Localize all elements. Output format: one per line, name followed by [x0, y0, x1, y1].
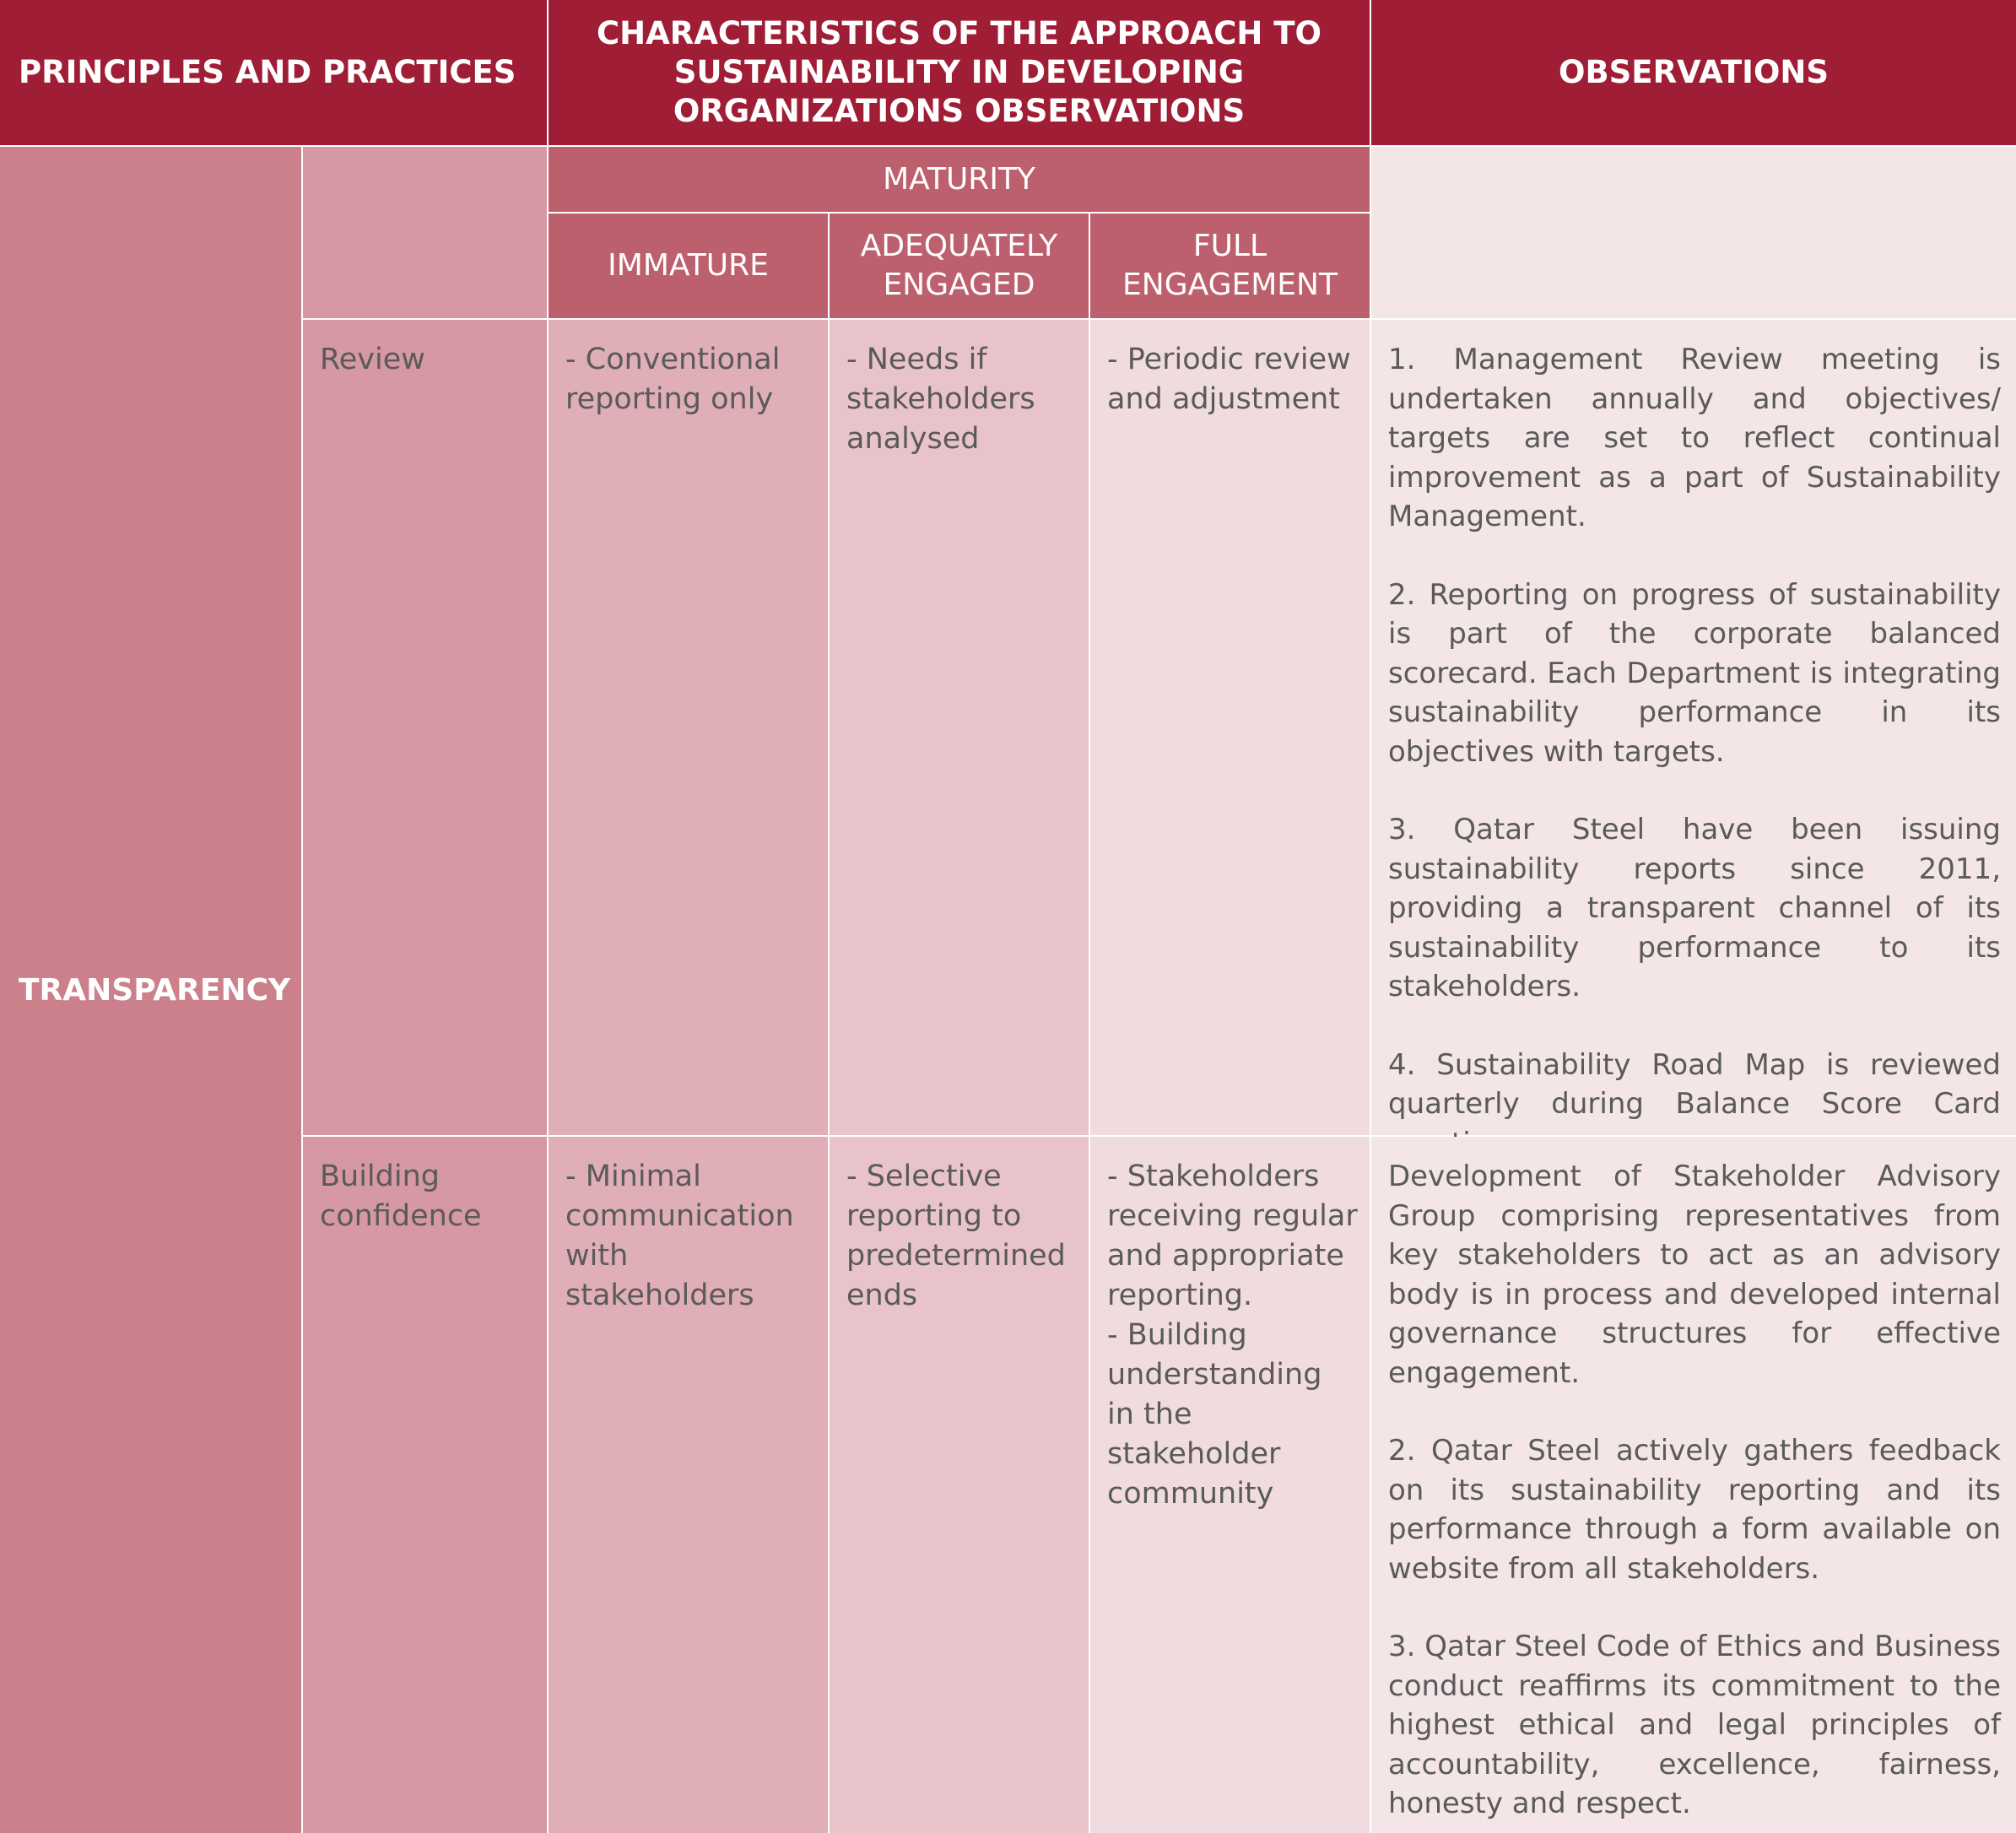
principle-cell: [0, 147, 301, 1833]
building-full-cell: [1090, 1137, 1370, 1833]
header-observations: [1371, 0, 2016, 145]
review-observations-cell: [1371, 320, 2016, 1135]
maturity-title: MATURITY: [883, 162, 1035, 197]
maturity-level-immature: [549, 214, 828, 318]
maturity-level-adequate-label: ADEQUATELY ENGAGED: [860, 229, 1058, 302]
header-principles-label: PRINCIPLES AND PRACTICES: [19, 54, 516, 90]
building-observations-cell: [1371, 1137, 2016, 1833]
review-full-text: - Periodic review and adjustment: [1107, 343, 1351, 416]
header-principles-and-practices: [0, 0, 547, 145]
maturity-header: [549, 147, 1370, 212]
building-full-text-1: - Stakeholders receiving regular and appropriate reporting.: [1107, 1160, 1358, 1312]
building-immature-text: - Minimal communication with stakeholders: [565, 1160, 794, 1312]
building-observation-1: Development of Stakeholder Advisory Group comprising representatives from key stakeholders to act as an advisory body is in process and developed internal governance structures for effective engagement.: [1388, 1160, 2001, 1390]
practice-header-blank: [303, 147, 547, 318]
header-characteristics-label: CHARACTERISTICS OF THE APPROACH TO SUSTAINABILITY IN DEVELOPING ORGANIZATIONS OBSERVATIONS: [597, 15, 1321, 129]
header-observations-label: OBSERVATIONS: [1558, 54, 1830, 90]
building-immature-cell: [549, 1137, 828, 1833]
review-observation-3: 3. Qatar Steel have been issuing sustainability reports since 2011, providing a transparent channel of its sustainability performance to its stakeholders.: [1388, 813, 2001, 1003]
practice-building-confidence: [303, 1137, 547, 1833]
maturity-level-full-label: FULL ENGAGEMENT: [1122, 229, 1338, 302]
building-full-text-2: - Building understanding in the stakeholder community: [1107, 1318, 1322, 1511]
practice-review: [303, 320, 547, 1135]
building-observation-2: 2. Qatar Steel actively gathers feedback on its sustainability reporting and its performance through a form available on website from all stakeholders.: [1388, 1434, 2001, 1586]
review-adequate-cell: [830, 320, 1089, 1135]
review-immature-text: - Conventional reporting only: [565, 343, 781, 416]
practice-review-label: Review: [320, 343, 425, 376]
review-adequate-text: - Needs if stakeholders analysed: [846, 343, 1035, 456]
observations-header-blank: [1371, 147, 2016, 318]
review-observation-4: 4. Sustainability Road Map is reviewed quarterly during Balance Score Card: [1388, 1047, 2001, 1121]
review-observation-1: 1. Management Review meeting is undertaken annually and objectives/ targets are set to reflect continual improvement as a part of Sustainability Management.: [1388, 343, 2001, 533]
review-observation-2: 2. Reporting on progress of sustainability is part of the corporate balanced scorecard. Each Department is integrating sustainability performance in its objectives with targets.: [1388, 577, 2001, 769]
maturity-level-adequately-engaged: [830, 214, 1089, 318]
maturity-level-full-engagement: [1090, 214, 1370, 318]
header-characteristics: [549, 0, 1370, 145]
building-adequate-text: - Selective reporting to predetermined ends: [846, 1160, 1066, 1312]
building-observation-3: 3. Qatar Steel Code of Ethics and Business conduct reaffirms its commitment to the highest ethical and legal principles of accountability, excellence, fairness, honesty and respect.: [1388, 1630, 2001, 1820]
building-adequate-cell: [830, 1137, 1089, 1833]
review-immature-cell: [549, 320, 828, 1135]
maturity-level-immature-label: IMMATURE: [608, 248, 769, 283]
principle-label: TRANSPARENCY: [19, 972, 291, 1008]
review-full-cell: [1090, 320, 1370, 1135]
practice-building-confidence-label: Building confidence: [320, 1160, 482, 1233]
